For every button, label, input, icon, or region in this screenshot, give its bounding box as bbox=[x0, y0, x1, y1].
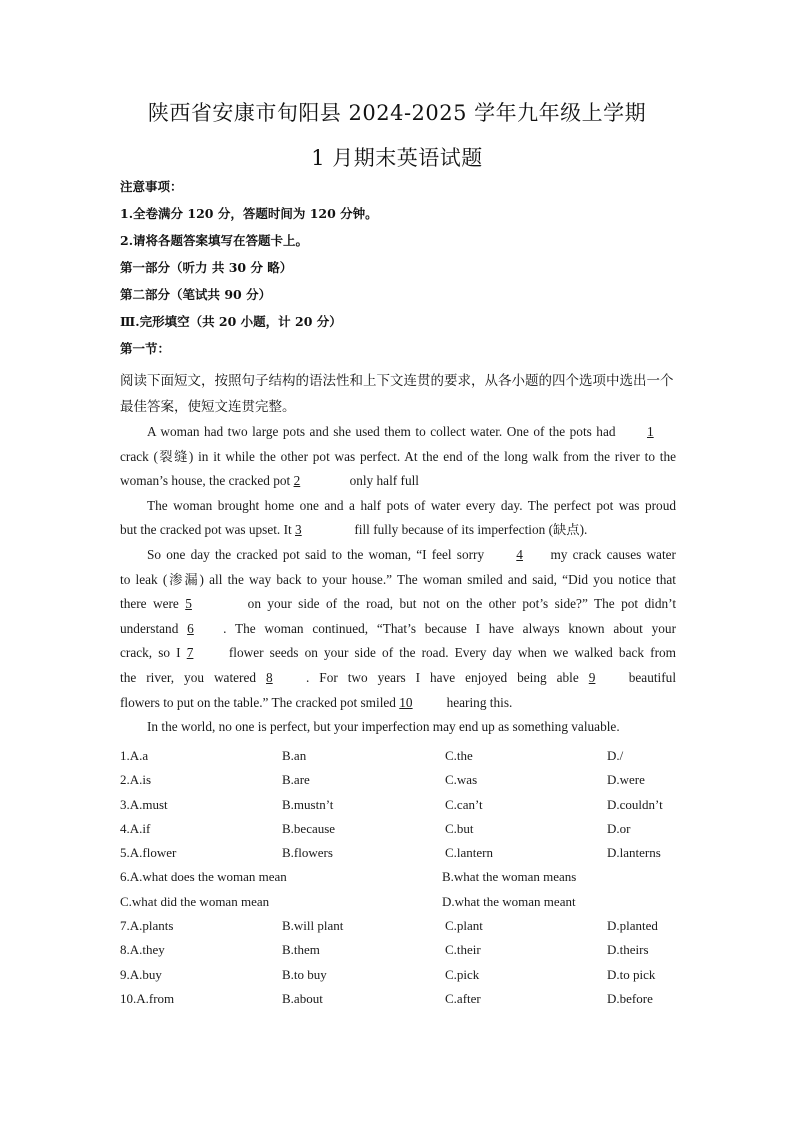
passage-line bbox=[120, 666, 676, 691]
blank-4: 4 bbox=[516, 546, 523, 562]
option: D.before bbox=[607, 990, 653, 1006]
option: C.plant bbox=[445, 918, 483, 934]
option: B.about bbox=[282, 990, 323, 1006]
option: 9.A.buy bbox=[120, 966, 162, 982]
option: 3.A.must bbox=[120, 796, 168, 812]
passage-text: the river, you watered bbox=[120, 669, 257, 685]
option: 4.A.if bbox=[120, 820, 151, 836]
cloze-heading: Ⅲ.完形填空（共 20 小题，计 20 分） bbox=[120, 314, 342, 329]
notes-section bbox=[120, 178, 680, 367]
part-two-heading: 第二部分（笔试共 90 分） bbox=[120, 287, 272, 302]
passage-line bbox=[120, 691, 676, 716]
passage-text: there were bbox=[120, 596, 179, 612]
note-score: 1.全卷满分 120 分，答题时间为 120 分钟。 bbox=[120, 206, 378, 221]
option: D.planted bbox=[607, 918, 658, 934]
passage-text: In the world, no one is perfect, but your imperfection may end up as something valuable. bbox=[147, 719, 620, 735]
passage-text: . For two years I have enjoyed being able bbox=[306, 669, 579, 685]
passage-line bbox=[120, 469, 676, 494]
passage-text: hearing this. bbox=[446, 694, 513, 710]
blank-2: 2 bbox=[293, 473, 301, 489]
option: 1.A.a bbox=[120, 748, 149, 763]
blank-8: 8 bbox=[266, 669, 273, 685]
option: 10.A.from bbox=[120, 990, 175, 1006]
option: C.pick bbox=[445, 966, 480, 982]
option-row-10 bbox=[120, 987, 680, 1011]
blank-5: 5 bbox=[185, 596, 192, 612]
note-answer-sheet: 2.请将各题答案填写在答题卡上。 bbox=[120, 233, 309, 248]
passage-line bbox=[120, 641, 676, 666]
option: B.an bbox=[282, 748, 307, 763]
blank-6: 6 bbox=[187, 620, 194, 636]
option-row-3 bbox=[120, 793, 680, 817]
passage-line bbox=[120, 715, 676, 740]
option: C.can’t bbox=[445, 796, 483, 812]
option: B.mustn’t bbox=[282, 796, 334, 812]
passage-text: understand bbox=[120, 620, 179, 636]
option: 2.A.is bbox=[120, 772, 152, 788]
passage-text: beautiful bbox=[628, 669, 677, 685]
option: C.the bbox=[445, 748, 473, 763]
passage-text: fill fully because of its imperfection (缺点). bbox=[354, 522, 588, 538]
option-row-7 bbox=[120, 914, 680, 938]
option: D.theirs bbox=[607, 942, 649, 958]
notes-heading: 注意事项： bbox=[120, 179, 183, 194]
option: D.couldn’t bbox=[607, 796, 663, 812]
blank-10: 10 bbox=[399, 694, 413, 710]
passage-text: crack (裂缝) in it while the other pot was perfect. At the end of the long walk from the river to the bbox=[120, 448, 676, 464]
blank-9: 9 bbox=[588, 669, 596, 685]
option: 5.A.flower bbox=[120, 845, 177, 861]
passage-text: my crack causes water bbox=[550, 546, 676, 562]
blank-1: 1 bbox=[647, 424, 654, 439]
option-row-8 bbox=[120, 938, 680, 962]
option: B.them bbox=[282, 942, 320, 958]
option: B.to buy bbox=[282, 966, 327, 982]
passage-line bbox=[120, 494, 676, 519]
blank-3: 3 bbox=[295, 522, 302, 538]
passage-line bbox=[120, 420, 676, 445]
option-row-4 bbox=[120, 817, 680, 841]
section-one-heading: 第一节： bbox=[120, 341, 171, 356]
passage-text: flower seeds on your side of the road. Every day when we walked back from bbox=[228, 645, 676, 661]
option: B.what the woman means bbox=[442, 869, 577, 885]
cloze-passage bbox=[120, 420, 676, 740]
passage-text: but the cracked pot was upset. It bbox=[120, 522, 292, 538]
exam-title-line1: 陕西省安康市旬阳县 2024-2025 学年九年级上学期 bbox=[147, 101, 647, 125]
instructions: 阅读下面短文，按照句子结构的语法性和上下文连贯的要求，从各小题的四个选项中选出一个最佳答案，使短文连贯完整。 bbox=[120, 373, 674, 415]
option: B.are bbox=[282, 772, 310, 788]
option: C.lantern bbox=[445, 845, 494, 861]
option-row-6b bbox=[120, 890, 680, 914]
passage-text: A woman had two large pots and she used them to collect water. One of the pots had bbox=[147, 424, 616, 439]
passage-text: The woman brought home one and a half pots of water every day. The perfect pot was proud bbox=[147, 497, 676, 513]
blank-7: 7 bbox=[186, 645, 194, 661]
option: C.their bbox=[445, 942, 481, 958]
option: C.was bbox=[445, 772, 478, 788]
option: D.to pick bbox=[607, 966, 656, 982]
passage-line bbox=[120, 445, 676, 470]
passage-text: only half full bbox=[349, 473, 419, 489]
option: C.after bbox=[445, 990, 481, 1006]
passage-text: woman’s house, the cracked pot bbox=[120, 473, 291, 489]
option: B.flowers bbox=[282, 845, 333, 861]
passage-text: . The woman continued, “That’s because I have always known about your bbox=[223, 620, 676, 636]
passage-line bbox=[120, 518, 676, 543]
option-row-2 bbox=[120, 768, 680, 792]
option: D.or bbox=[607, 820, 631, 836]
passage-line bbox=[120, 543, 676, 568]
passage-text: flowers to put on the table.” The cracked pot smiled bbox=[120, 694, 396, 710]
option: B.because bbox=[282, 820, 336, 836]
passage-line bbox=[120, 592, 676, 617]
passage-text: crack, so I bbox=[120, 645, 181, 661]
option-row-5 bbox=[120, 841, 680, 865]
option: D.what the woman meant bbox=[442, 893, 576, 909]
option: C.what did the woman mean bbox=[120, 893, 270, 909]
passage-line bbox=[120, 617, 676, 642]
option-row-6a bbox=[120, 865, 680, 889]
passage-text: to leak (渗漏) all the way back to your house.” The woman smiled and said, “Did you notice that bbox=[120, 571, 676, 587]
option: 6.A.what does the woman mean bbox=[120, 869, 287, 885]
option: D.were bbox=[607, 772, 645, 788]
option: 7.A.plants bbox=[120, 918, 174, 934]
option: C.but bbox=[445, 820, 474, 836]
option: D.lanterns bbox=[607, 845, 661, 861]
option: 8.A.they bbox=[120, 942, 165, 958]
option: B.will plant bbox=[282, 918, 344, 934]
passage-line bbox=[120, 568, 676, 593]
part-one-heading: 第一部分（听力 共 30 分 略） bbox=[120, 260, 293, 275]
passage-text: on your side of the road, but not on the other pot’s side?” The pot didn’t bbox=[247, 596, 677, 612]
passage-text: So one day the cracked pot said to the woman, “I feel sorry bbox=[147, 546, 485, 562]
option-row-1 bbox=[120, 744, 680, 768]
option: D./ bbox=[607, 748, 624, 763]
exam-title-line2: 1 月期末英语试题 bbox=[311, 146, 483, 170]
option-row-9 bbox=[120, 963, 680, 987]
answer-options bbox=[120, 744, 680, 1011]
